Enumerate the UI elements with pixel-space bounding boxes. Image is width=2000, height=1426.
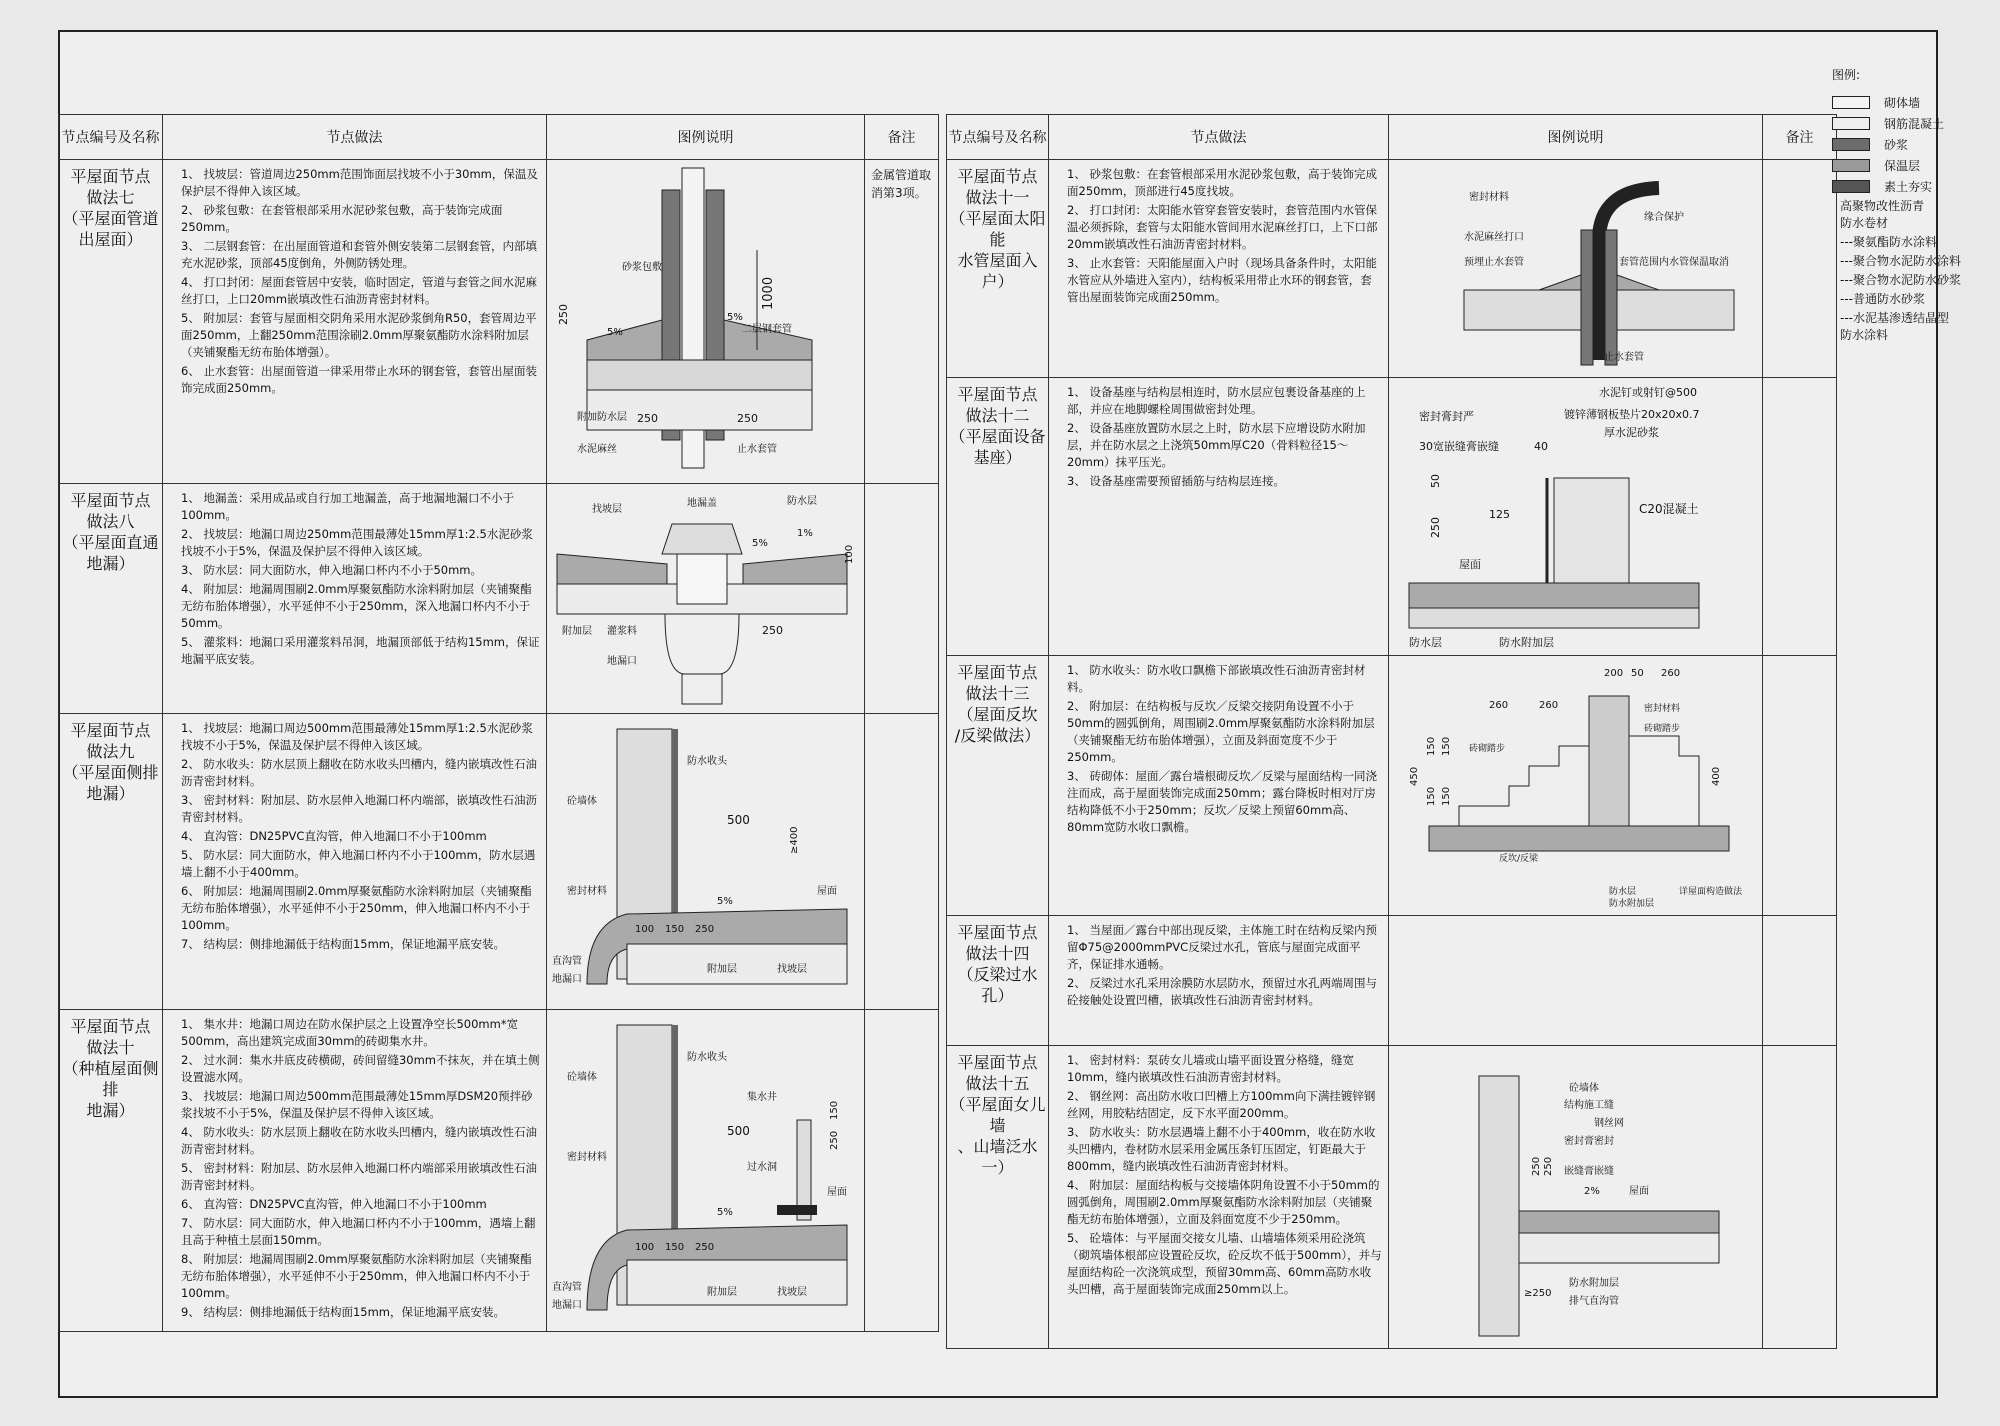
label-stop-sleeve: 止水套管: [1604, 352, 1644, 363]
dim-150b: 150: [665, 1242, 685, 1253]
label-slope-layer: 找坡层: [592, 504, 622, 515]
method-step: 7、 结构层：侧排地漏低于结构面15mm，保证地漏平底安装。: [181, 937, 506, 951]
dim-400: ≥400: [789, 826, 800, 854]
legend-item: [1832, 135, 1982, 154]
node-code: 平屋面节点 做法十一 （平屋面太阳能 水管屋面入户）: [947, 160, 1049, 378]
method-step: 1、 集水井：地漏口周边在防水保护层之上设置净空长500mm*宽500mm，高出建筑完成面30mm的砖砌集水井。: [181, 1017, 519, 1048]
method-step: 6、 附加层：地漏周围刷2.0mm厚聚氨酯防水涂料附加层（夹铺聚酯无纺布胎体增强），水平延伸不小于250mm，伸入地漏口杯内不小于100mm。: [181, 884, 532, 932]
label-vent-pipe: 排气直沟管: [1569, 1296, 1619, 1307]
label-seal: 密封材料: [1644, 704, 1681, 714]
label-addl: 防水附加层: [1609, 899, 1655, 909]
label-steel-sleeve: 二层钢套管: [742, 324, 792, 335]
figure-cell: [547, 1010, 865, 1332]
figure-cell: [547, 160, 865, 484]
method-step: 1、 砂浆包敷：在套管根部采用水泥砂浆包敷，高于装饰完成面250mm，顶部进行45度找坡。: [1067, 167, 1377, 198]
method-step: 5、 附加层：套管与屋面相交阴角采用水泥砂浆倒角R50，套管周边平面250mm，上翻250mm范围涂刷2.0mm厚聚氨酯防水涂料附加层（夹铺聚酯无纺布胎体增强）。: [181, 311, 537, 359]
method-step: 1、 地漏盖：采用成品或自行加工地漏盖，高于地漏地漏口不小于100mm。: [181, 491, 514, 522]
method-steps: [1049, 656, 1389, 916]
detail-figure-8: [547, 484, 863, 710]
label-seal: 密封膏密封: [1564, 1136, 1614, 1147]
dim-150: 150: [665, 924, 685, 935]
label-kerb: 反坎/反梁: [1499, 854, 1539, 864]
header-code: 节点编号及名称: [947, 115, 1049, 160]
dim-100: 100: [635, 924, 655, 935]
header-figure: 图例说明: [1389, 115, 1763, 160]
label-sleeve: 预埋止水套管: [1464, 257, 1524, 268]
dim-150a: 150: [1426, 736, 1437, 756]
label-steel-pad: 镀锌薄钢板垫片20x20x0.7: [1564, 408, 1700, 421]
method-step: 2、 找坡层：地漏口周边250mm范围最薄处15mm厚1:2.5水泥砂浆找坡不小于5%，保温及保护层不得伸入该区域。: [181, 527, 533, 558]
legend-item: [1832, 114, 1982, 133]
label-seal: 密封材料: [567, 1152, 607, 1163]
method-step: 1、 设备基座与结构层相连时，防水层应包裹设备基座的上部，并应在地脚螺栓周围做密封处理。: [1067, 385, 1366, 416]
method-steps: [1049, 160, 1389, 378]
method-step: 4、 附加层：地漏周围刷2.0mm厚聚氨酯防水涂料附加层（夹铺聚酯无纺布胎体增强），水平延伸不小于250mm，深入地漏口杯内不小于50mm。: [181, 582, 532, 630]
label-strip: 30宽嵌缝膏嵌缝: [1419, 440, 1499, 453]
spec-row: [59, 714, 939, 1010]
method-step: 3、 防水收头：防水层遇墙上翻不小于400mm，收在防水收头凹槽内，卷材防水层采用金属压条钉压固定，钉距最大于800mm，缝内嵌填改性石油沥青密封材料。: [1067, 1125, 1376, 1173]
method-step: 1、 找坡层：管道周边250mm范围饰面层找坡不小于30mm，保温及保护层不得伸入该区域。: [181, 167, 538, 198]
label-roof: 屋面: [1629, 1186, 1649, 1197]
method-step: 3、 防水层：同大面防水，伸入地漏口杯内不小于50mm。: [181, 563, 483, 577]
method-step: 4、 防水收头：防水层顶上翻收在防水收头凹槽内，缝内嵌填改性石油沥青密封材料。: [181, 1125, 537, 1156]
method-step: 2、 防水收头：防水层顶上翻收在防水收头凹槽内，缝内嵌填改性石油沥青密封材料。: [181, 757, 537, 788]
figure-cell: [1389, 656, 1763, 916]
header-note: 备注: [1763, 115, 1837, 160]
node-code: 平屋面节点 做法十四 （反梁过水孔）: [947, 916, 1049, 1046]
label-finish: 详屋面构造做法: [1679, 887, 1743, 897]
dim-250b: 250: [1543, 1156, 1554, 1176]
legend-text-item: ---聚合物水泥防水涂料: [1840, 254, 1961, 268]
label-addl: 防水附加层: [1569, 1278, 1619, 1289]
node-code: 平屋面节点 做法十三 （屋面反坎 /反梁做法）: [947, 656, 1049, 916]
dim-260b: 260: [1489, 700, 1509, 711]
dim-450: 450: [1409, 766, 1420, 786]
figure-cell: [1389, 160, 1763, 378]
table-header-row: [947, 115, 1837, 160]
method-step: 1、 当屋面／露台中部出现反梁，主体施工时在结构反梁内预留Φ75@2000mmPVC反梁过水孔，管底与屋面完成面平齐，保证排水通畅。: [1067, 923, 1377, 971]
label-roof: 屋面: [1459, 558, 1481, 571]
dim-250: 250: [695, 1242, 715, 1253]
legend-text-item: ---聚氨酯防水涂料: [1840, 235, 1937, 249]
dim-250-b: 250: [637, 412, 658, 425]
spec-row: [947, 160, 1837, 378]
detail-figure-13: [1389, 656, 1761, 912]
label-concrete-wall: 砼墙体: [567, 796, 597, 807]
method-step: 3、 找坡层：地漏口周边500mm范围最薄处15mm厚DSM20预拌砂浆找坡不小于5%，保温及保护层不得伸入该区域。: [181, 1089, 533, 1120]
label-wp: 防水层: [1609, 887, 1637, 897]
note-cell: [1763, 378, 1837, 656]
label-hemp-plug: 水泥麻丝打口: [1464, 232, 1524, 243]
label-drain-hole: 过水洞: [747, 1162, 777, 1173]
dim-100: 100: [844, 544, 855, 564]
spec-row: [947, 378, 1837, 656]
label-wp: 防水层: [1409, 636, 1442, 649]
method-step: 6、 直沟管：DN25PVC直沟管，伸入地漏口不小于100mm: [181, 1197, 487, 1211]
dim-250a: 250: [1531, 1156, 1542, 1176]
method-step: 9、 结构层：侧排地漏低于结构面15mm，保证地漏平底安装。: [181, 1305, 506, 1319]
note-cell: [865, 714, 939, 1010]
label-concrete-wall: 砼墙体: [567, 1072, 597, 1083]
detail-figure-12: [1389, 378, 1761, 652]
legend-swatch: [1832, 180, 1870, 193]
note-cell: [865, 1010, 939, 1332]
label-seal: 密封材料: [1469, 192, 1509, 203]
method-step: 3、 设备基座需要预留插筋与结构层连接。: [1067, 474, 1285, 488]
dim-1000: 1000: [761, 276, 776, 310]
legend-swatch: [1832, 96, 1870, 109]
legend-text-item: ---聚合物水泥防水砂浆: [1840, 273, 1961, 287]
label-slope: 找坡层: [777, 964, 807, 975]
dim-200: 200: [1604, 668, 1624, 679]
method-step: 2、 过水洞：集水井底皮砖横砌，砖间留缝30mm不抹灰，并在填土侧设置滤水网。: [181, 1053, 540, 1084]
spec-row: [947, 1046, 1837, 1349]
detail-figure-7: [547, 160, 863, 482]
detail-figure-10: [547, 1010, 863, 1328]
label-drain-cover: 地漏盖: [687, 498, 717, 509]
method-step: 1、 防水收头：防水收口飘檐下部嵌填改性石油沥青密封材料。: [1067, 663, 1366, 694]
label-slope-b: 5%: [727, 312, 743, 323]
method-step: 5、 砼墙体：与平屋面交接女儿墙、山墙墙体须采用砼浇筑（砌筑墙体根部应设置砼反坎，砼反坎不低于500mm），并与屋面结构砼一次浇筑成型，预留30mm高、60mm高防水收头凹槽，高于屋面装饰完成面250mm以上。: [1067, 1231, 1382, 1296]
dim-250: 250: [762, 624, 783, 637]
dim-50: 50: [1631, 668, 1644, 679]
node-code: 平屋面节点 做法八 （平屋面直通 地漏）: [59, 484, 163, 714]
method-step: 4、 打口封闭：屋面套管居中安装，临时固定，管道与套管之间水泥麻丝打口，上口20mm嵌填改性石油沥青密封材料。: [181, 275, 537, 306]
dim-250-a: 250: [557, 304, 570, 325]
legend-swatch: [1832, 159, 1870, 172]
note-cell: [1763, 1046, 1837, 1349]
spec-row: [59, 1010, 939, 1332]
legend-text-item: ---普通防水砂浆: [1840, 292, 1925, 306]
dim-250: 250: [1429, 517, 1442, 538]
method-steps: [1049, 378, 1389, 656]
method-step: 6、 止水套管：出屋面管道一律采用带止水环的钢套管，套管出屋面装饰完成面250mm。: [181, 364, 537, 395]
legend-label: 素土夯实: [1884, 180, 1933, 194]
method-step: 2、 钢丝网：高出防水收口凹槽上方100mm向下满挂镀锌钢丝网，用胶粘结固定，反下水平面200mm。: [1067, 1089, 1376, 1120]
legend-item: [1832, 177, 1982, 196]
label-grout: 灌浆料: [607, 626, 637, 637]
label-addl: 附加层: [707, 1287, 737, 1298]
label-pipe: 直沟管: [552, 1282, 582, 1293]
spec-row: [947, 656, 1837, 916]
right-spec-table: [946, 114, 1837, 1349]
spec-row: [947, 916, 1837, 1046]
figure-cell: [1389, 378, 1763, 656]
method-step: 7、 防水层：同大面防水，伸入地漏口杯内不小于100mm，遇墙上翻且高于种植土层面150mm。: [181, 1216, 536, 1247]
note-cell: 金属管道取消第3项。: [865, 160, 939, 484]
label-slope-a: 5%: [607, 327, 623, 338]
label-hemp: 水泥麻丝: [577, 444, 617, 455]
label-addl: 附加层: [707, 964, 737, 975]
label-pipe: 直沟管: [552, 956, 582, 967]
legend-item: [1832, 156, 1982, 175]
label-roof: 屋面: [827, 1187, 847, 1198]
label-nail: 水泥钉或射钉@500: [1599, 386, 1697, 399]
label-5pct: 5%: [717, 1207, 733, 1218]
legend-text-item: 高聚物改性沥青 防水卷材: [1840, 199, 1925, 230]
header-note: 备注: [865, 115, 939, 160]
method-steps: [1049, 916, 1389, 1046]
dim-150b: 150: [1426, 786, 1437, 806]
method-step: 3、 砖砌体：屋面／露台墙根砌反坎／反梁与屋面结构一同浇注而成，高于屋面装饰完成面250mm；露台降板时相对厅房结构降低不小于250mm；反坎／反梁上预留60mm高、80mm宽防水收口飘檐。: [1067, 769, 1377, 834]
label-c20: C20混凝土: [1639, 502, 1699, 516]
dim-500: 500: [727, 813, 750, 827]
note-cell: [1763, 160, 1837, 378]
label-brick-step-r: 砖砌踏步: [1644, 724, 1681, 734]
label-struct-joint: 结构施工缝: [1564, 1100, 1614, 1111]
legend: [1832, 66, 1982, 346]
method-steps: [163, 160, 547, 484]
method-step: 5、 防水层：同大面防水，伸入地漏口杯内不小于100mm，防水层遇墙上翻不小于400mm。: [181, 848, 536, 879]
method-step: 4、 附加层：屋面结构板与交接墙体阴角设置不小于50mm的圆弧倒角，周围刷2.0mm厚聚氨酯防水涂料附加层（夹铺聚酯无纺布胎体增强），立面及斜面宽度不少于250mm。: [1067, 1178, 1380, 1226]
label-addl: 防水附加层: [1499, 636, 1554, 649]
label-mortar: 厚水泥砂浆: [1604, 426, 1659, 439]
method-step: 3、 止水套管：天阳能屋面入户时（现场具备条件时，太阳能水管应从外墙进入室内），结构板采用带止水环的钢套管，套管出屋面装饰完成面250mm。: [1067, 256, 1377, 304]
label-wp-cap: 防水收头: [687, 756, 727, 767]
method-steps: [163, 1010, 547, 1332]
method-step: 4、 直沟管：DN25PVC直沟管，伸入地漏口不小于100mm: [181, 829, 487, 843]
header-method: 节点做法: [163, 115, 547, 160]
figure-cell: [547, 484, 865, 714]
note-cell: [1763, 656, 1837, 916]
method-step: 5、 灌浆料：地漏口采用灌浆料吊洞，地漏顶部低于结构15mm，保证地漏平底安装。: [181, 635, 540, 666]
label-sand-wrap: 砂浆包敷: [622, 262, 662, 273]
spec-row: [59, 484, 939, 714]
detail-figure-11: [1389, 160, 1761, 374]
legend-swatch: [1832, 117, 1870, 130]
dim-250v: 250: [829, 1130, 840, 1150]
detail-figure-15: [1389, 1046, 1761, 1348]
note-cell: [865, 484, 939, 714]
method-step: 1、 密封材料：泵砖女儿墙或山墙平面设置分格缝，缝宽10mm，缝内嵌填改性石油沥青密封材料。: [1067, 1053, 1354, 1084]
method-steps: [163, 714, 547, 1010]
method-step: 2、 反梁过水孔采用涂膜防水层防水，预留过水孔两端周围与砼接触处设置凹槽，嵌填改性石油沥青密封材料。: [1067, 976, 1377, 1007]
dim-250: 250: [695, 924, 715, 935]
label-drain: 地漏口: [552, 1300, 582, 1311]
method-step: 3、 密封材料：附加层、防水层伸入地漏口杯内端部，嵌填改性石油沥青密封材料。: [181, 793, 537, 824]
label-drain-mouth: 地漏口: [607, 656, 637, 667]
legend-swatch: [1832, 138, 1870, 151]
method-step: 3、 二层钢套管：在出屋面管道和套管外侧安装第二层钢套管，内部填充水泥砂浆，顶部45度倒角，外侧防锈处理。: [181, 239, 537, 270]
legend-label: 钢筋混凝土: [1884, 117, 1945, 131]
dim-125: 125: [1489, 508, 1510, 521]
label-addl: 附加层: [562, 626, 592, 637]
method-step: 5、 密封材料：附加层、防水层伸入地漏口杯内端部采用嵌填改性石油沥青密封材料。: [181, 1161, 537, 1192]
detail-figure-9: [547, 714, 863, 1006]
legend-label: 砌体墙: [1884, 96, 1921, 110]
spec-row: [59, 160, 939, 484]
label-seal: 密封膏封严: [1419, 410, 1474, 423]
dim-250c: ≥250: [1524, 1288, 1552, 1299]
label-5pct: 5%: [752, 538, 768, 549]
label-well: 集水井: [747, 1092, 777, 1103]
dim-40: 40: [1534, 440, 1548, 453]
dim-50: 50: [1429, 474, 1442, 488]
left-spec-table: [58, 114, 939, 1332]
header-method: 节点做法: [1049, 115, 1389, 160]
method-step: 8、 附加层：地漏周围刷2.0mm厚聚氨酯防水涂料附加层（夹铺聚酯无纺布胎体增强），水平延伸不小于250mm，伸入地漏口杯内不小于100mm。: [181, 1252, 532, 1300]
label-insul: 缘合保护: [1644, 212, 1684, 223]
dim-260c: 260: [1539, 700, 1559, 711]
node-code: 平屋面节点 做法七 （平屋面管道 出屋面）: [59, 160, 163, 484]
node-code: 平屋面节点 做法十五 （平屋面女儿墙 、山墙泛水一）: [947, 1046, 1049, 1349]
label-drain: 地漏口: [552, 974, 582, 985]
figure-cell: [547, 714, 865, 1010]
figure-cell: [1389, 1046, 1763, 1349]
method-step: 2、 打口封闭：太阳能水管穿套管安装时，套管范围内水管保温必须拆除，套管与太阳能水管间用水泥麻丝打口，上下口部20mm嵌填改性石油沥青密封材料。: [1067, 203, 1378, 251]
label-wall: 砼墙体: [1569, 1083, 1599, 1094]
label-waterproof: 防水层: [787, 496, 817, 507]
label-mesh: 钢丝网: [1594, 1118, 1624, 1129]
legend-title: 图例:: [1832, 68, 1861, 82]
table-header-row: [59, 115, 939, 160]
legend-item: [1832, 93, 1982, 112]
label-2pct: 2%: [1584, 1186, 1600, 1197]
label-brick-step-l: 砖砌踏步: [1469, 744, 1506, 754]
method-steps: [163, 484, 547, 714]
dim-100: 100: [635, 1242, 655, 1253]
label-addl-layer: 附加防水层: [577, 412, 627, 423]
label-joint: 嵌缝膏嵌缝: [1564, 1166, 1614, 1177]
label-seal: 密封材料: [567, 886, 607, 897]
note-cell: [1763, 916, 1837, 1046]
method-steps: [1049, 1046, 1389, 1349]
dim-150c: 150: [1441, 736, 1452, 756]
label-stop-sleeve: 止水套管: [737, 444, 777, 455]
node-code: 平屋面节点 做法十二 （平屋面设备 基座）: [947, 378, 1049, 656]
node-code: 平屋面节点 做法九 （平屋面侧排 地漏）: [59, 714, 163, 1010]
label-range: 套管范围内水管保温取消: [1619, 257, 1729, 268]
dim-400: 400: [1711, 766, 1722, 786]
label-slope: 找坡层: [777, 1287, 807, 1298]
label-roof: 屋面: [817, 886, 837, 897]
dim-150: 150: [829, 1100, 840, 1120]
header-figure: 图例说明: [547, 115, 865, 160]
dim-250-c: 250: [737, 412, 758, 425]
method-step: 2、 设备基座放置防水层之上时，防水层下应增设防水附加层，并在防水层之上浇筑50mm厚C20（骨料粒径15～20mm）抹平压光。: [1067, 421, 1366, 469]
method-step: 2、 附加层：在结构板与反坎／反梁交接阴角设置不小于50mm的圆弧倒角，周围刷2.0mm厚聚氨酯防水涂料附加层（夹铺聚酯无纺布胎体增强），立面及斜面宽度不少于250mm。: [1067, 699, 1375, 764]
dim-150d: 150: [1441, 786, 1452, 806]
legend-label: 砂浆: [1884, 138, 1909, 152]
dim-500: 500: [727, 1124, 750, 1138]
legend-text-item: ---水泥基渗透结晶型 防水涂料: [1840, 311, 1949, 342]
method-step: 2、 砂浆包敷：在套管根部采用水泥砂浆包敷，高于装饰完成面250mm。: [181, 203, 503, 234]
method-step: 1、 找坡层：地漏口周边500mm范围最薄处15mm厚1:2.5水泥砂浆找坡不小于5%，保温及保护层不得伸入该区域。: [181, 721, 533, 752]
dim-260a: 260: [1661, 668, 1681, 679]
header-code: 节点编号及名称: [59, 115, 163, 160]
label-wp-cap: 防水收头: [687, 1052, 727, 1063]
node-code: 平屋面节点 做法十 （种植屋面侧排 地漏）: [59, 1010, 163, 1332]
label-5pct: 5%: [717, 896, 733, 907]
legend-label: 保温层: [1884, 159, 1921, 173]
label-1pct: 1%: [797, 528, 813, 539]
figure-cell: [1389, 916, 1763, 1046]
